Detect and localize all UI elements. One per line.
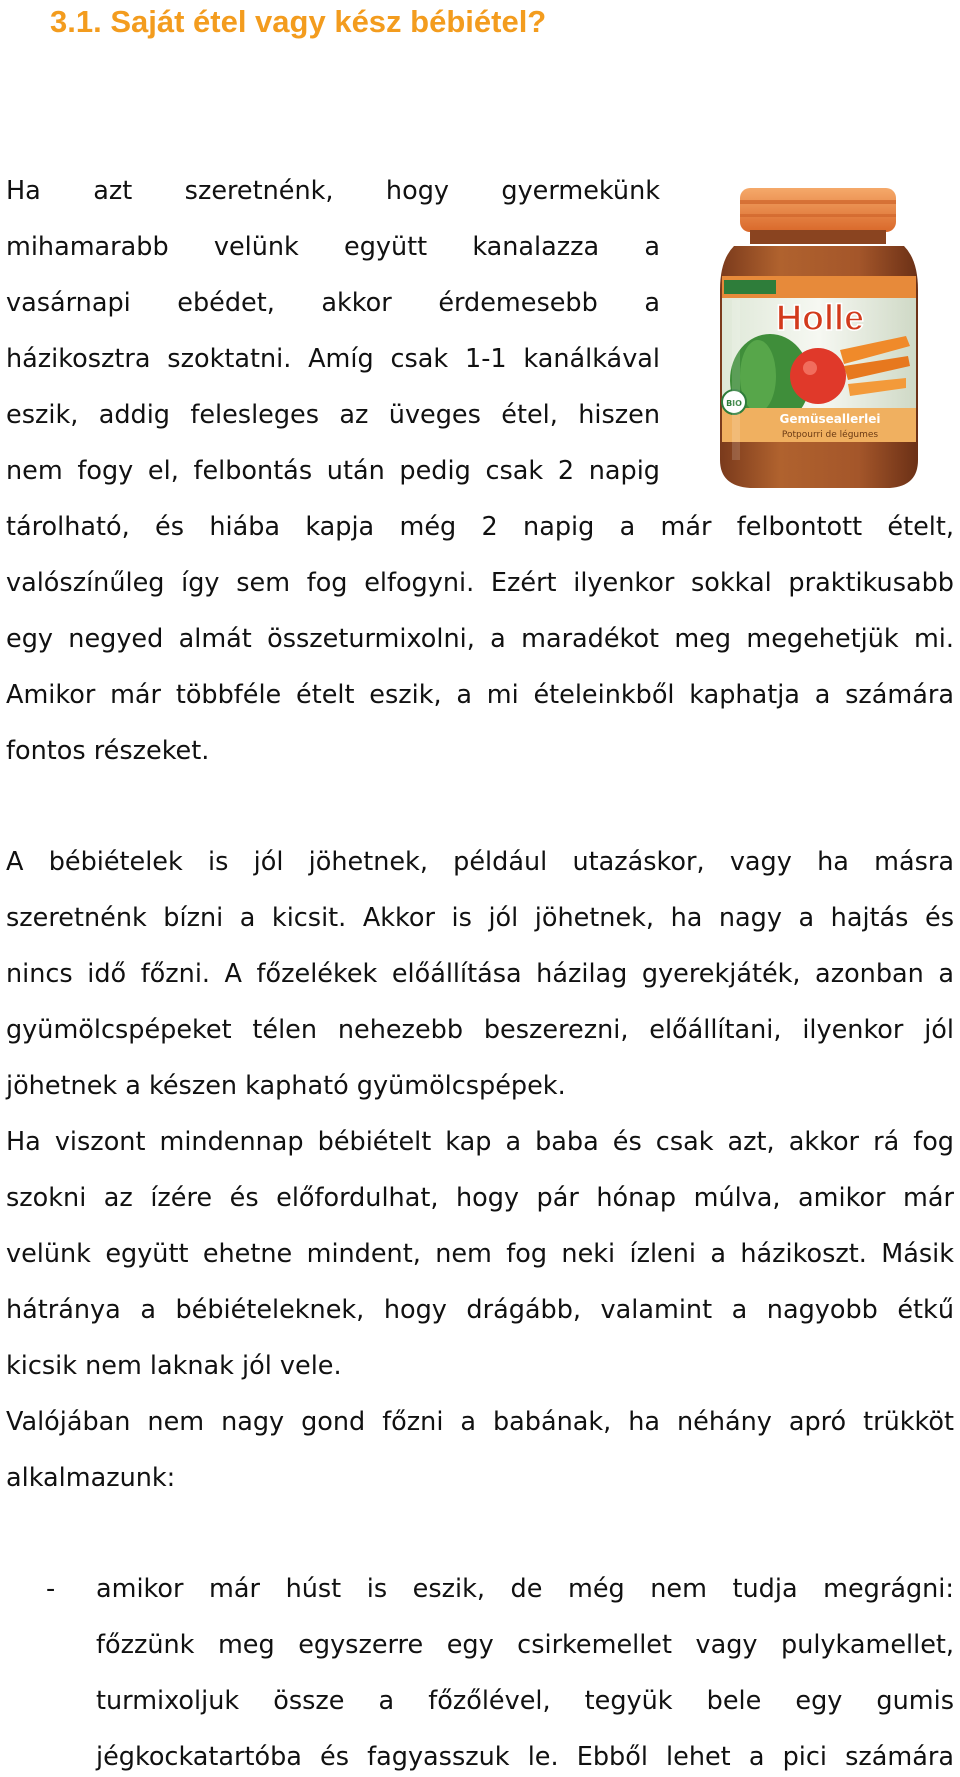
- bullet-line-4: jégkockatartóba és fagyasszuk le. Ebből lehet a pici számára: [96, 1742, 954, 1772]
- para3-line-4: hátránya a bébiételeknek, hogy drágább, valamint a nagyobb étkű: [6, 1295, 954, 1325]
- jar-product-sub-text: Potpourri de légumes: [781, 430, 879, 440]
- para1-line-6: nem fogy el, felbontás után pedig csak 2 napig: [6, 456, 660, 486]
- para1-line-5: eszik, addig felesleges az üveges étel, hiszen: [6, 400, 660, 430]
- para3-line-5: kicsik nem laknak jól vele.: [6, 1351, 342, 1381]
- jar-bio-badge: BIO: [726, 399, 742, 408]
- para2-line-1: A bébiételek is jól jöhetnek, például utazáskor, vagy ha másra: [6, 847, 954, 877]
- jar-brand-text: Holle: [775, 297, 865, 338]
- para1-line-9: egy negyed almát összeturmixolni, a maradékot meg megehetjük mi.: [6, 624, 954, 654]
- para3-line-3: velünk együtt ehetne mindent, nem fog neki ízleni a házikoszt. Másik: [6, 1239, 954, 1269]
- para4-line-2: alkalmazunk:: [6, 1463, 176, 1493]
- para1-line-8: valószínűleg így sem fog elfogyni. Ezért ilyenkor sokkal praktikusabb: [6, 568, 954, 598]
- para3-line-1: Ha viszont mindennap bébiételt kap a baba és csak azt, akkor rá fog: [6, 1127, 954, 1157]
- para2-line-3: nincs idő főzni. A főzelékek előállítása házilag gyerekjáték, azonban a: [6, 959, 954, 989]
- baby-food-jar-image: [700, 180, 940, 498]
- para1-line-7: tárolható, és hiába kapja még 2 napig a már felbontott ételt,: [6, 512, 954, 542]
- jar-product-text: Gemüseallerlei: [779, 412, 881, 426]
- para1-line-10: Amikor már többféle ételt eszik, a mi ételeinkből kaphatja a számára: [6, 680, 954, 710]
- para4-line-1: Valójában nem nagy gond főzni a babának, ha néhány apró trükköt: [6, 1407, 954, 1437]
- section-heading: 3.1. Saját étel vagy kész bébiétel?: [50, 4, 547, 39]
- para2-line-4: gyümölcspépeket télen nehezebb beszerezni, előállítani, ilyenkor jól: [6, 1015, 954, 1045]
- bullet-dash: -: [46, 1574, 56, 1604]
- para1-line-4: házikosztra szoktatni. Amíg csak 1-1 kanálkával: [6, 344, 660, 374]
- para1-line-11: fontos részeket.: [6, 736, 210, 766]
- bullet-line-3: turmixoljuk össze a főzőlével, tegyük bele egy gumis: [96, 1686, 954, 1716]
- para2-line-2: szeretnénk bízni a kicsit. Akkor is jól jöhetnek, ha nagy a hajtás és: [6, 903, 954, 933]
- bullet-line-1: amikor már húst is eszik, de még nem tudja megrágni:: [96, 1574, 954, 1604]
- para2-line-5: jöhetnek a készen kapható gyümölcspépek.: [6, 1071, 566, 1101]
- para1-line-1: Ha azt szeretnénk, hogy gyermekünk: [6, 176, 660, 206]
- bullet-line-2: főzzünk meg egyszerre egy csirkemellet vagy pulykamellet,: [96, 1630, 954, 1660]
- para3-line-2: szokni az ízére és előfordulhat, hogy pár hónap múlva, amikor már: [6, 1183, 954, 1213]
- para1-line-2: mihamarabb velünk együtt kanalazza a: [6, 232, 660, 262]
- para1-line-3: vasárnapi ebédet, akkor érdemesebb a: [6, 288, 660, 318]
- jar-lid-shape: [740, 188, 896, 232]
